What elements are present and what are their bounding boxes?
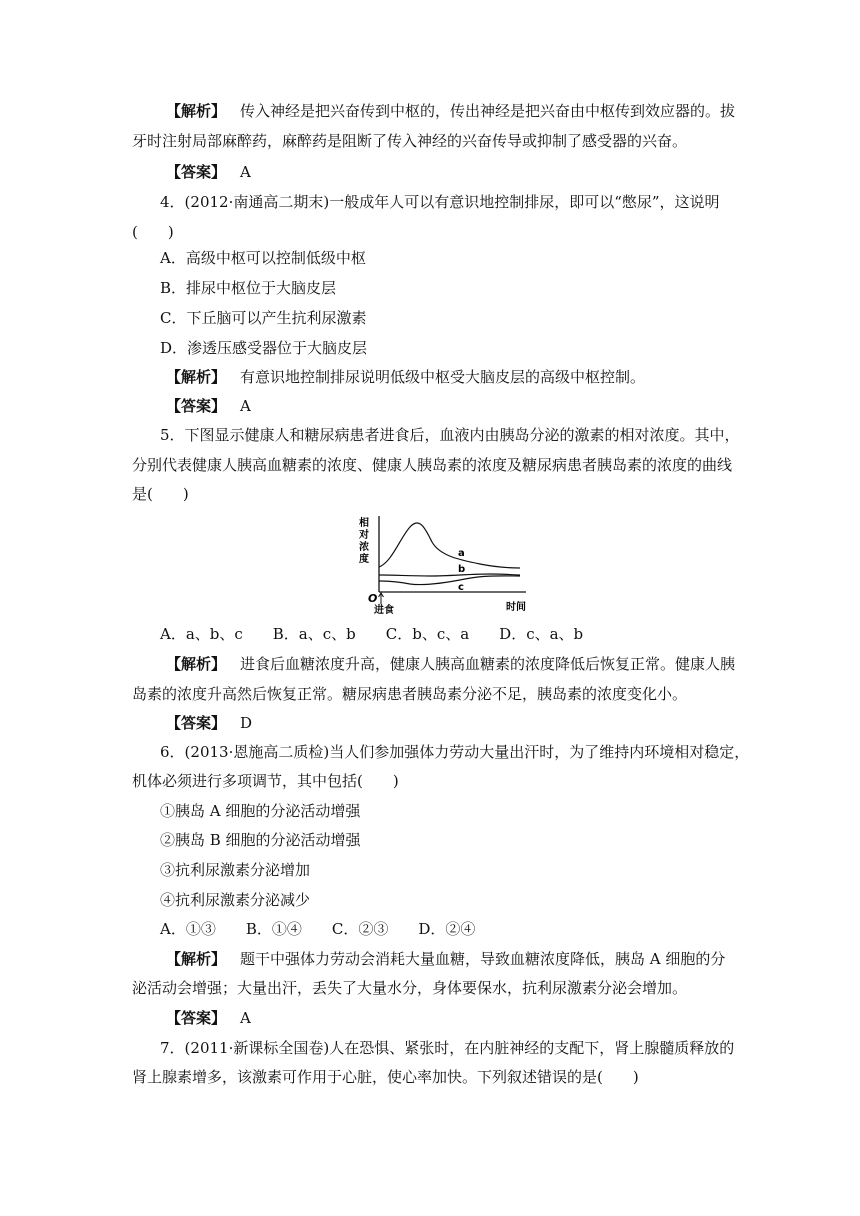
analysis-text: 题干中强体力劳动会消耗大量血糖，导致血糖浓度降低，胰岛 A 细胞的分 xyxy=(240,950,726,968)
analysis-tag: 【解析】 xyxy=(166,368,227,386)
question-stem: 5．下图显示健康人和糖尿病患者进食后，血液内由胰岛分泌的激素的相对浓度。其中， xyxy=(160,426,740,444)
analysis-tag: 【解析】 xyxy=(166,655,227,673)
list-item: ④抗利尿激素分泌减少 xyxy=(160,891,311,909)
analysis-text-line: 泌活动会增强；大量出汗，丢失了大量水分，身体要保水，抗利尿激素分泌会增加。 xyxy=(132,979,688,997)
analysis-text-line: 牙时注射局部麻醉药，麻醉药是阻断了传入神经的兴奋传导或抑制了感受器的兴奋。 xyxy=(132,132,688,150)
answer-line xyxy=(166,1008,251,1028)
curve-label-c: c xyxy=(458,582,464,593)
answer-value: A xyxy=(240,397,251,415)
answer-line xyxy=(166,162,251,182)
analysis-line xyxy=(166,949,725,969)
option-b: B．排尿中枢位于大脑皮层 xyxy=(160,279,337,297)
hormone-concentration-figure xyxy=(350,512,540,618)
list-item: ①胰岛 A 细胞的分泌活动增强 xyxy=(160,802,361,820)
x-axis-label: 时间 xyxy=(506,602,526,613)
curve-a xyxy=(379,523,520,568)
curve-c xyxy=(379,576,520,585)
answer-line xyxy=(166,713,252,733)
answer-value: A xyxy=(240,1009,251,1027)
y-axis-label-char: 对 xyxy=(359,530,369,541)
answer-line xyxy=(166,396,251,416)
y-axis-label-char: 浓 xyxy=(359,542,369,553)
question-stem: 机体必须进行多项调节，其中包括( ) xyxy=(132,772,399,790)
question-options: A．a、b、c B．a、c、b C．b、c、a D．c、a、b xyxy=(160,625,584,643)
list-item: ③抗利尿激素分泌增加 xyxy=(160,861,311,879)
origin-label: O xyxy=(368,592,378,605)
question-bracket: ( ) xyxy=(132,223,174,241)
question-stem: 是( ) xyxy=(132,485,189,503)
curve-label-a: a xyxy=(458,548,465,559)
option-d: D．渗透压感受器位于大脑皮层 xyxy=(160,339,368,357)
analysis-line xyxy=(166,654,735,674)
question-stem: 7．(2011·新课标全国卷)人在恐惧、紧张时，在内脏神经的支配下，肾上腺髓质释放的 xyxy=(160,1039,735,1057)
answer-value: D xyxy=(240,714,253,732)
analysis-line xyxy=(166,101,735,121)
analysis-text: 进食后血糖浓度升高，健康人胰高血糖素的浓度降低后恢复正常。健康人胰 xyxy=(240,655,736,673)
answer-tag: 【答案】 xyxy=(166,397,227,415)
analysis-line xyxy=(166,367,645,387)
answer-tag: 【答案】 xyxy=(166,714,227,732)
intake-label: 进食 xyxy=(374,605,394,616)
analysis-tag: 【解析】 xyxy=(166,102,227,120)
answer-tag: 【答案】 xyxy=(166,163,227,181)
analysis-tag: 【解析】 xyxy=(166,950,227,968)
curve-label-b: b xyxy=(458,564,466,575)
question-stem: 6．(2013·恩施高二质检)当人们参加强体力劳动大量出汗时，为了维持内环境相对稳定， xyxy=(160,743,750,761)
option-a: A．高级中枢可以控制低级中枢 xyxy=(160,249,366,267)
y-axis-label-char: 相 xyxy=(359,518,369,529)
analysis-text-line: 岛素的浓度升高然后恢复正常。糖尿病患者胰岛素分泌不足，胰岛素的浓度变化小。 xyxy=(132,685,688,703)
y-axis-label-char: 度 xyxy=(359,554,369,565)
option-c: C．下丘脑可以产生抗利尿激素 xyxy=(160,309,367,327)
list-item: ②胰岛 B 细胞的分泌活动增强 xyxy=(160,831,361,849)
question-options: A．①③ B．①④ C．②③ D．②④ xyxy=(160,920,476,938)
question-stem: 肾上腺素增多，该激素可作用于心脏，使心率加快。下列叙述错误的是( ) xyxy=(132,1068,639,1086)
analysis-text: 有意识地控制排尿说明低级中枢受大脑皮层的高级中枢控制。 xyxy=(240,368,646,386)
analysis-text: 传入神经是把兴奋传到中枢的，传出神经是把兴奋由中枢传到效应器的。拔 xyxy=(240,102,736,120)
answer-value: A xyxy=(240,163,251,181)
answer-tag: 【答案】 xyxy=(166,1009,227,1027)
question-stem: 4．(2012·南通高二期末)一般成年人可以有意识地控制排尿，即可以“憋尿”，这说明 xyxy=(160,193,720,211)
question-stem: 分别代表健康人胰高血糖素的浓度、健康人胰岛素的浓度及糖尿病患者胰岛素的浓度的曲线 xyxy=(132,456,733,474)
